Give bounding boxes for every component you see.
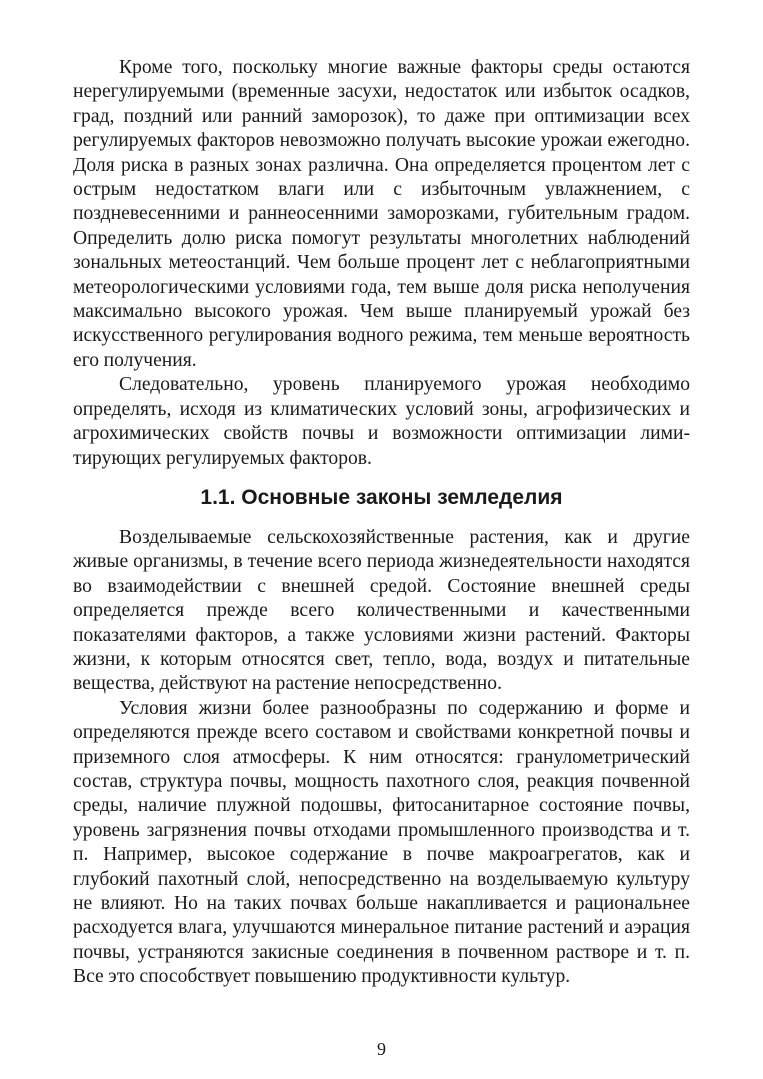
paragraph-living-conditions: Условия жизни более разнообразны по содержанию и форме и определяются прежде всего составом и свойствами конкретной почвы и приземного слоя атмосферы. К ним относятся: гранулометрический состав, структура почвы, мощность пахотного слоя, реакция почвенной среды, наличие плужной подошвы, фитосанитарное состояние почвы, уровень загрязнения почвы отходами промышленного производства и т. п. Например, высокое содержание в почве макроагрегатов, как и глубокий пахотный слой, непосредственно на возделываемую культуру не влияют. Но на таких почвах больше накапливается и рациональнее расходуется влага, улучшаются минеральное питание растений и аэрация почвы, устраняются закисные соединения в почвенном растворе и т. п. Все это способствует повышению продуктивности культур. bbox=[73, 697, 690, 988]
section-heading: 1.1. Основные законы земледелия bbox=[200, 485, 563, 509]
paragraph-yield-planning: Следовательно, уровень планируемого урожая необходимо определять, исходя из климатических условий зоны, агрофизических и агрохимических свойств почвы и возможности оптимизации лимитирующих регулируемых факторов. bbox=[73, 374, 690, 469]
page-number: 9 bbox=[377, 1039, 386, 1059]
paragraph-external-environment: Возделываемые сельскохозяйственные растения, как и другие живые организмы, в течение всего периода жизнедеятельности находятся во взаимодействии с внешней средой. Состояние внешней среды определяется прежде всего количественными и качественными показателями факторов, а также условиями жизни растений. Факторы жизни, к которым относятся свет, тепло, вода, воздух и питательные вещества, действуют на растение непосредственно. bbox=[73, 526, 690, 695]
page-body bbox=[73, 56, 690, 990]
paragraph-risk-share: Кроме того, поскольку многие важные факторы среды остаются нерегулируемыми (временные засухи, недостаток или избыток осадков, град, поздний или ранний заморозок), то даже при оптимизации всех регулируемых факторов невозможно получать высокие урожаи ежегодно. Доля риска в разных зонах различна. Она определяется процентом лет с острым недостатком влаги или с избыточным увлажнением, с поздневесенними и раннеосенними заморозками, губительным градом. Определить долю риска помогут результаты многолетних наблюдений зональных метеостанций. Чем больше процент лет с неблагоприятными метеорологическими условиями года, тем выше доля риска неполучения максимально высокого урожая. Чем выше планируемый урожай без искусственного регулирования водного режима, тем меньше вероятность его получения. bbox=[73, 57, 690, 371]
